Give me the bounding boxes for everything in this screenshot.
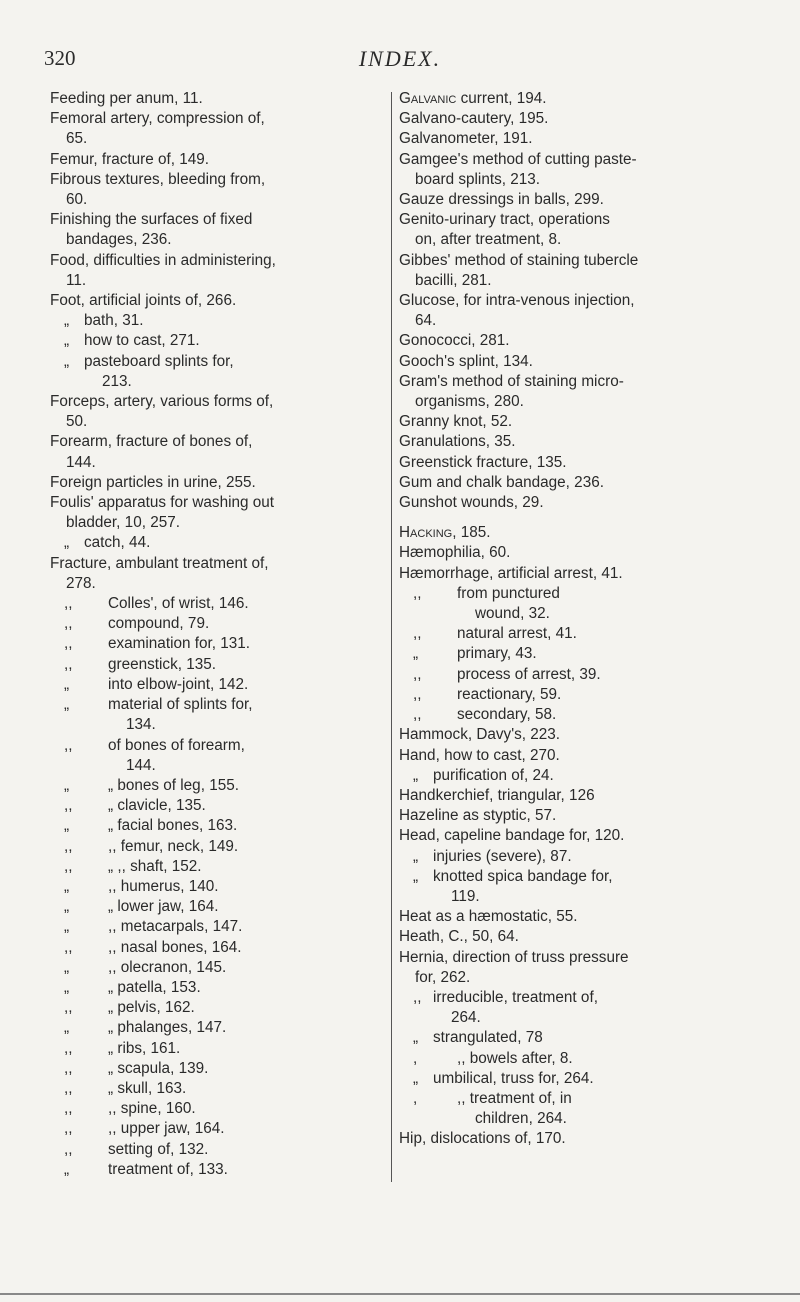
index-column-right xyxy=(399,89,754,1150)
entry-text: Hammock, Davy's, 223. xyxy=(399,726,561,744)
ditto-mark: „ xyxy=(64,898,70,916)
entry-text: „ facial bones, 163. xyxy=(108,817,238,835)
index-entry xyxy=(399,725,754,745)
ditto-mark: ,, xyxy=(64,615,73,633)
index-entry xyxy=(50,917,385,937)
entry-text: „ bones of leg, 155. xyxy=(108,776,239,794)
index-entry xyxy=(50,331,385,351)
index-entry xyxy=(399,473,754,493)
ditto-mark: „ xyxy=(64,1019,70,1037)
index-entry xyxy=(50,432,385,472)
entry-text: ,, nasal bones, 164. xyxy=(108,938,242,956)
entry-text: Greenstick fracture, 135. xyxy=(399,453,567,471)
index-entry xyxy=(399,331,754,351)
index-entry xyxy=(399,847,754,867)
index-entry xyxy=(50,1140,385,1160)
ditto-mark: ,, xyxy=(64,1120,73,1138)
entry-text: Foulis' apparatus for washing out xyxy=(50,494,275,512)
index-entry xyxy=(399,210,754,250)
entry-text: Hand, how to cast, 270. xyxy=(399,746,560,764)
index-entry xyxy=(399,948,754,988)
index-entry xyxy=(50,352,385,392)
index-entry xyxy=(50,473,385,493)
entry-text: how to cast, 271. xyxy=(84,332,200,350)
entry-continuation: for, 262. xyxy=(415,968,471,986)
index-entry xyxy=(399,584,754,624)
entry-continuation: on, after treatment, 8. xyxy=(415,231,562,249)
entry-text: Food, difficulties in administering, xyxy=(50,251,276,269)
ditto-mark: „ xyxy=(64,877,70,895)
entry-text: Handkerchief, triangular, 126 xyxy=(399,786,595,804)
index-entry xyxy=(399,705,754,725)
ditto-mark: „ xyxy=(64,675,70,693)
ditto-mark: ,, xyxy=(64,797,73,815)
index-entry xyxy=(50,109,385,149)
entry-text: Heath, C., 50, 64. xyxy=(399,928,519,946)
index-entry xyxy=(50,614,385,634)
entry-text: Foot, artificial joints of, 266. xyxy=(50,292,237,310)
ditto-mark: , xyxy=(413,1089,418,1107)
index-entry xyxy=(399,291,754,331)
index-entry xyxy=(399,1028,754,1048)
entry-text: ,, spine, 160. xyxy=(108,1100,196,1118)
entry-text: Hæmorrhage, artificial arrest, 41. xyxy=(399,564,623,582)
entry-text: material of splints for, xyxy=(108,696,253,714)
ditto-mark: „ xyxy=(64,817,70,835)
index-entry xyxy=(399,685,754,705)
ditto-mark: „ xyxy=(64,958,70,976)
index-entry xyxy=(50,1160,385,1180)
entry-continuation: bandages, 236. xyxy=(66,231,172,249)
entry-text: Femur, fracture of, 149. xyxy=(50,150,209,168)
index-entry xyxy=(399,766,754,786)
entry-continuation: 50. xyxy=(66,413,88,431)
ditto-mark: „ xyxy=(64,312,70,330)
index-entry xyxy=(50,1119,385,1139)
ditto-mark: ,, xyxy=(64,655,73,673)
entry-text: treatment of, 133. xyxy=(108,1160,228,1178)
index-entry xyxy=(399,1129,754,1149)
entry-heading-smallcaps: Galvanic xyxy=(399,90,457,107)
entry-text: setting of, 132. xyxy=(108,1140,209,1158)
entry-text: ,, humerus, 140. xyxy=(108,877,219,895)
entry-text: „ patella, 153. xyxy=(108,978,201,996)
ditto-mark: ,, xyxy=(413,706,422,724)
ditto-mark: ,, xyxy=(413,685,422,703)
index-entry xyxy=(50,634,385,654)
entry-continuation: board splints, 213. xyxy=(415,170,541,188)
index-entry xyxy=(50,210,385,250)
entry-text: compound, 79. xyxy=(108,615,210,633)
entry-continuation: organisms, 280. xyxy=(415,393,524,411)
entry-text: current, 194. xyxy=(456,90,547,107)
index-entry xyxy=(50,554,385,594)
index-entry xyxy=(50,493,385,533)
entry-text: from punctured xyxy=(457,584,560,602)
entry-continuation: bladder, 10, 257. xyxy=(66,514,180,532)
index-entry xyxy=(399,352,754,372)
entry-continuation: bacilli, 281. xyxy=(415,271,492,289)
entry-text: Heat as a hæmostatic, 55. xyxy=(399,908,578,926)
entry-text: Foreign particles in urine, 255. xyxy=(50,473,256,491)
entry-text: Hernia, direction of truss pressure xyxy=(399,948,629,966)
entry-text: „ clavicle, 135. xyxy=(108,797,206,815)
index-entry xyxy=(399,1089,754,1129)
entry-text: irreducible, treatment of, xyxy=(433,988,598,1006)
entry-text: secondary, 58. xyxy=(457,706,557,724)
entry-continuation: 144. xyxy=(126,756,156,774)
ditto-mark: „ xyxy=(413,867,419,885)
entry-continuation: 11. xyxy=(66,271,87,289)
entry-text: Hip, dislocations of, 170. xyxy=(399,1130,566,1148)
ditto-mark: „ xyxy=(413,1029,419,1047)
entry-text: Gooch's splint, 134. xyxy=(399,352,533,370)
index-entry xyxy=(399,746,754,766)
entry-continuation: 60. xyxy=(66,191,88,209)
index-entry xyxy=(399,453,754,473)
ditto-mark: „ xyxy=(413,645,419,663)
entry-text: bath, 31. xyxy=(84,312,144,330)
index-entry xyxy=(399,786,754,806)
ditto-mark: ,, xyxy=(64,1039,73,1057)
index-entry xyxy=(50,776,385,796)
entry-heading-smallcaps: Hacking xyxy=(399,524,453,542)
entry-text: Galvanometer, 191. xyxy=(399,130,533,148)
ditto-mark: ,, xyxy=(413,625,422,643)
entry-text: „ lower jaw, 164. xyxy=(108,898,219,916)
ditto-mark: „ xyxy=(64,352,70,370)
ditto-mark: „ xyxy=(64,776,70,794)
entry-text: Genito-urinary tract, operations xyxy=(399,211,610,229)
index-entry xyxy=(50,816,385,836)
ditto-mark: ,, xyxy=(64,938,73,956)
ditto-mark: „ xyxy=(413,766,419,784)
index-entry xyxy=(399,988,754,1028)
ditto-mark: ,, xyxy=(64,857,73,875)
page-number: 320 xyxy=(44,46,76,70)
index-entry xyxy=(50,958,385,978)
entry-text: Finishing the surfaces of fixed xyxy=(50,211,253,229)
index-entry xyxy=(50,796,385,816)
entry-text: „ skull, 163. xyxy=(108,1079,187,1097)
index-entry xyxy=(50,837,385,857)
ditto-mark: ,, xyxy=(64,736,73,754)
bottom-rule xyxy=(0,1293,800,1295)
entry-text: examination for, 131. xyxy=(108,635,251,653)
entry-text: Gamgee's method of cutting paste- xyxy=(399,150,637,168)
index-entry xyxy=(399,826,754,846)
index-entry xyxy=(50,89,385,109)
index-entry xyxy=(399,1069,754,1089)
index-column-left xyxy=(50,89,385,1180)
entry-continuation: children, 264. xyxy=(475,1110,567,1128)
index-entry xyxy=(50,857,385,877)
entry-continuation: 119. xyxy=(451,887,480,905)
entry-text: Feeding per anum, 11. xyxy=(50,90,203,107)
index-entry xyxy=(50,311,385,331)
entry-text: „ ribs, 161. xyxy=(108,1039,181,1057)
ditto-mark: „ xyxy=(64,978,70,996)
ditto-mark: „ xyxy=(64,534,70,552)
entry-text: into elbow-joint, 142. xyxy=(108,675,249,693)
ditto-mark: ,, xyxy=(413,665,422,683)
index-entry xyxy=(50,150,385,170)
ditto-mark: , xyxy=(413,1049,418,1067)
index-entry xyxy=(50,1059,385,1079)
index-entry xyxy=(50,897,385,917)
entry-text: Hæmophilia, 60. xyxy=(399,544,511,562)
index-entry xyxy=(50,938,385,958)
ditto-mark: „ xyxy=(64,918,70,936)
entry-continuation: 213. xyxy=(102,372,132,390)
index-entry xyxy=(50,533,385,553)
entry-text: Femoral artery, compression of, xyxy=(50,110,265,128)
entry-continuation: 134. xyxy=(126,716,156,734)
entry-text: Granny knot, 52. xyxy=(399,413,513,431)
entry-text: natural arrest, 41. xyxy=(457,625,577,643)
entry-text: Galvano-cautery, 195. xyxy=(399,110,549,128)
entry-text: strangulated, 78 xyxy=(433,1029,543,1047)
entry-text: Forceps, artery, various forms of, xyxy=(50,393,274,411)
entry-text: of bones of forearm, xyxy=(108,736,245,754)
entry-text: Gum and chalk bandage, 236. xyxy=(399,473,604,491)
entry-text: ,, upper jaw, 164. xyxy=(108,1120,225,1138)
entry-text: injuries (severe), 87. xyxy=(433,847,572,865)
entry-text: ,, femur, neck, 149. xyxy=(108,837,239,855)
index-entry xyxy=(399,543,754,563)
index-entry xyxy=(399,493,754,513)
index-entry xyxy=(399,1049,754,1069)
entry-text: Fracture, ambulant treatment of, xyxy=(50,554,269,572)
index-entry xyxy=(50,170,385,210)
entry-text: Gibbes' method of staining tubercle xyxy=(399,251,639,269)
entry-text: ,, bowels after, 8. xyxy=(457,1049,573,1067)
entry-text: ,, olecranon, 145. xyxy=(108,958,227,976)
index-entry xyxy=(399,665,754,685)
entry-continuation: 278. xyxy=(66,574,96,592)
entry-text: Gauze dressings in balls, 299. xyxy=(399,191,604,209)
ditto-mark: ,, xyxy=(64,595,73,613)
index-entry xyxy=(399,432,754,452)
entry-text: „ scapula, 139. xyxy=(108,1059,209,1077)
entry-text: Gram's method of staining micro- xyxy=(399,372,624,390)
ditto-mark: ,, xyxy=(64,1059,73,1077)
index-entry xyxy=(50,392,385,432)
index-entry xyxy=(399,867,754,907)
index-entry xyxy=(50,877,385,897)
entry-text: Gunshot wounds, 29. xyxy=(399,494,544,512)
entry-text: Head, capeline bandage for, 120. xyxy=(399,827,625,845)
entry-text: catch, 44. xyxy=(84,534,151,552)
ditto-mark: „ xyxy=(413,1069,419,1087)
entry-continuation: 64. xyxy=(415,312,437,330)
ditto-mark: ,, xyxy=(64,999,73,1017)
index-entry xyxy=(50,655,385,675)
entry-text: umbilical, truss for, 264. xyxy=(433,1069,594,1087)
ditto-mark: ,, xyxy=(64,1100,73,1118)
entry-text: reactionary, 59. xyxy=(457,685,562,703)
column-divider xyxy=(391,92,392,1182)
index-entry xyxy=(50,1079,385,1099)
index-entry xyxy=(399,251,754,291)
index-entry xyxy=(399,190,754,210)
ditto-mark: ,, xyxy=(64,635,73,653)
index-entry xyxy=(399,806,754,826)
index-entry xyxy=(399,109,754,129)
index-entry xyxy=(399,412,754,432)
index-entry xyxy=(50,291,385,311)
entry-text: „ pelvis, 162. xyxy=(108,999,195,1017)
entry-text: process of arrest, 39. xyxy=(457,665,601,683)
index-entry xyxy=(50,1018,385,1038)
entry-text: Hazeline as styptic, 57. xyxy=(399,807,557,825)
entry-text: greenstick, 135. xyxy=(108,655,216,673)
index-entry xyxy=(50,736,385,776)
entry-continuation: 264. xyxy=(451,1009,481,1027)
entry-text: ,, metacarpals, 147. xyxy=(108,918,243,936)
index-entry xyxy=(50,594,385,614)
entry-text: , 185. xyxy=(452,524,491,542)
entry-continuation: 65. xyxy=(66,130,88,148)
ditto-mark: ,, xyxy=(413,988,422,1006)
index-entry xyxy=(399,564,754,584)
entry-text: pasteboard splints for, xyxy=(84,352,234,370)
ditto-mark: „ xyxy=(64,696,70,714)
entry-text: primary, 43. xyxy=(457,645,537,663)
entry-text: Gonococci, 281. xyxy=(399,332,510,350)
ditto-mark: „ xyxy=(413,847,419,865)
entry-continuation: wound, 32. xyxy=(475,605,550,623)
entry-text: Fibrous textures, bleeding from, xyxy=(50,170,266,188)
index-entry xyxy=(399,927,754,947)
index-entry xyxy=(50,695,385,735)
index-entry xyxy=(399,907,754,927)
index-entry xyxy=(50,251,385,291)
ditto-mark: „ xyxy=(64,332,70,350)
index-entry xyxy=(399,129,754,149)
entry-text: Granulations, 35. xyxy=(399,433,516,451)
section-gap xyxy=(399,513,754,523)
index-entry xyxy=(399,89,754,109)
entry-text: Colles', of wrist, 146. xyxy=(108,595,249,613)
entry-text: Forearm, fracture of bones of, xyxy=(50,433,253,451)
index-entry xyxy=(50,1039,385,1059)
index-entry xyxy=(399,644,754,664)
entry-text: purification of, 24. xyxy=(433,766,554,784)
ditto-mark: ,, xyxy=(64,1140,73,1158)
entry-text: „ phalanges, 147. xyxy=(108,1019,227,1037)
page-header xyxy=(0,46,800,86)
index-entry xyxy=(50,1099,385,1119)
index-entry xyxy=(399,372,754,412)
entry-continuation: 144. xyxy=(66,453,96,471)
ditto-mark: ,, xyxy=(64,1079,73,1097)
index-entry xyxy=(50,998,385,1018)
page-title: INDEX. xyxy=(358,46,442,71)
index-entry xyxy=(399,624,754,644)
entry-text: Glucose, for intra-venous injection, xyxy=(399,292,635,310)
entry-text: ,, treatment of, in xyxy=(457,1089,572,1107)
index-entry xyxy=(50,675,385,695)
ditto-mark: „ xyxy=(64,1160,70,1178)
entry-text: „ ,, shaft, 152. xyxy=(108,857,202,875)
ditto-mark: ,, xyxy=(64,837,73,855)
index-entry xyxy=(50,978,385,998)
index-entry xyxy=(399,150,754,190)
ditto-mark: ,, xyxy=(413,584,422,602)
entry-text: knotted spica bandage for, xyxy=(433,867,613,885)
index-entry xyxy=(399,523,754,543)
